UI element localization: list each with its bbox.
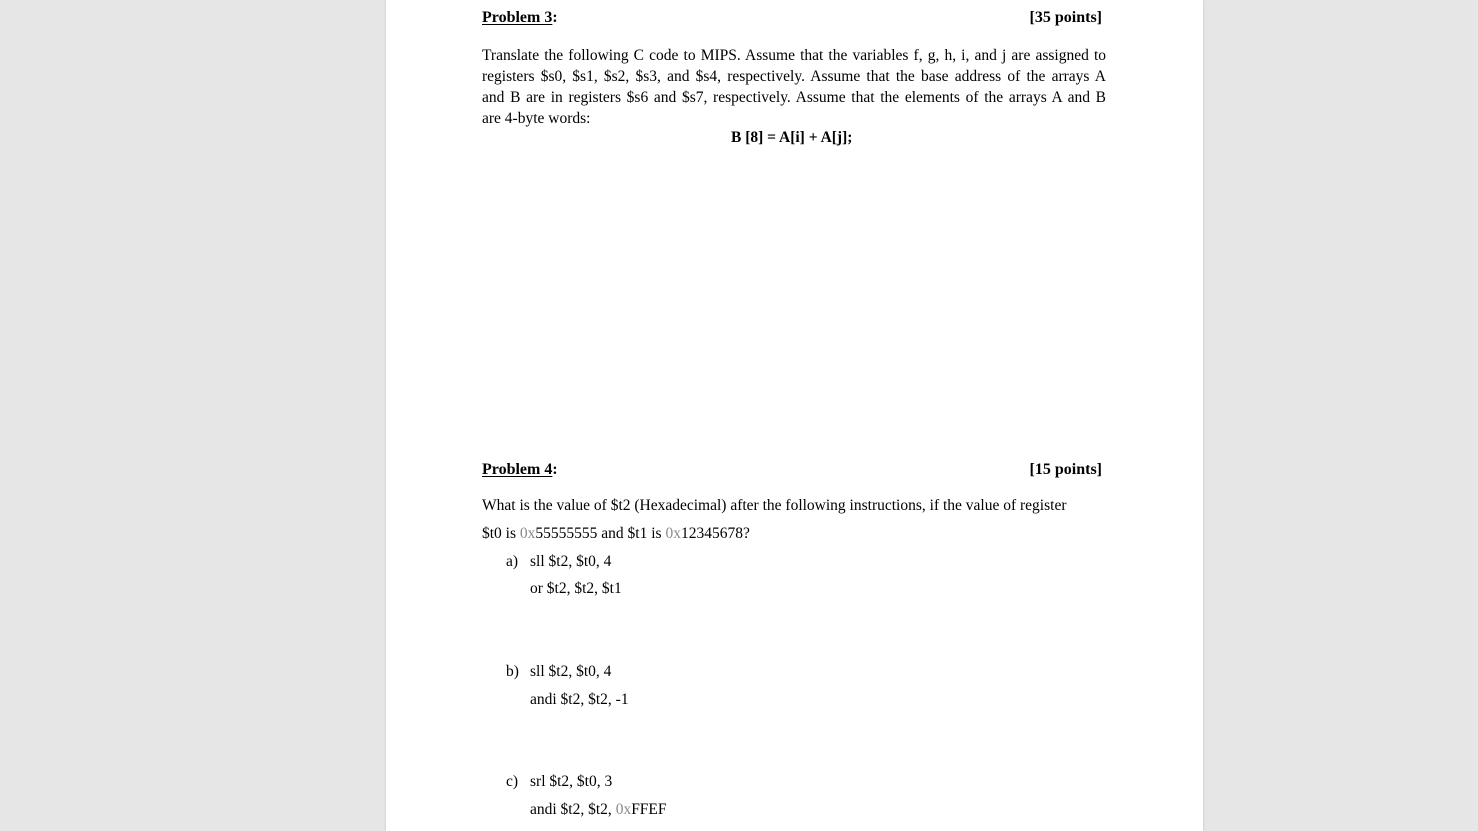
problem3-line: registers $s0, $s1, $s2, $s3, and $s4, respectively. Assume that the base address of the arrays A [482,68,1106,85]
problem3-line: Translate the following C code to MIPS. Assume that the variables f, g, h, i, and j are assigned to [482,47,1106,64]
part-a-label: a) [506,553,519,570]
problem4-heading: Problem 4 [482,461,553,478]
question-text: ? [742,525,750,542]
problem3-colon: : [552,9,558,26]
part-a-line1 [506,553,611,571]
part-b-instruction2: andi $t2, $t2, -1 [530,691,629,708]
problem3-points: [35 points] [1029,9,1102,26]
problem3-line: are 4-byte words: [482,110,591,127]
hex-prefix: 0x [665,525,681,542]
part-b-instruction1: sll $t2, $t0, 4 [530,663,612,680]
hex-value: 12345678 [680,525,743,542]
part-a-instruction2: or $t2, $t2, $t1 [530,580,622,597]
problem4-question-line1: What is the value of $t2 (Hexadecimal) after the following instructions, if the value of register [482,497,1067,514]
problem4-question-line2 [482,525,750,543]
part-b-label: b) [506,663,519,680]
problem3-description [482,45,1106,129]
problem3-heading: Problem 3 [482,9,553,26]
part-b-line1 [506,663,611,681]
part-c-line1 [506,773,612,791]
part-c-instruction1: srl $t2, $t0, 3 [530,773,613,790]
hex-prefix: 0x [519,525,536,542]
question-text: and $t1 is [597,525,666,542]
problem3-title [482,9,558,27]
part-a-instruction1: sll $t2, $t0, 4 [530,553,612,570]
part-c-instruction2 [530,801,667,819]
problem4-title [482,461,558,479]
hex-value: FFEF [631,801,667,818]
hex-prefix: 0x [615,801,632,818]
part-c-label: c) [506,773,519,790]
question-text: $t0 is [482,525,520,542]
problem4-colon: : [552,461,558,478]
problem3-equation: B [8] = A[i] + A[j]; [731,129,853,146]
document-page [386,0,1203,831]
hex-value: 55555555 [535,525,598,542]
problem3-line: and B are in registers $s6 and $s7, respectively. Assume that the elements of the arrays A and B [482,89,1106,106]
instruction-text: andi $t2, $t2, [530,801,616,818]
problem4-points: [15 points] [1029,461,1102,478]
